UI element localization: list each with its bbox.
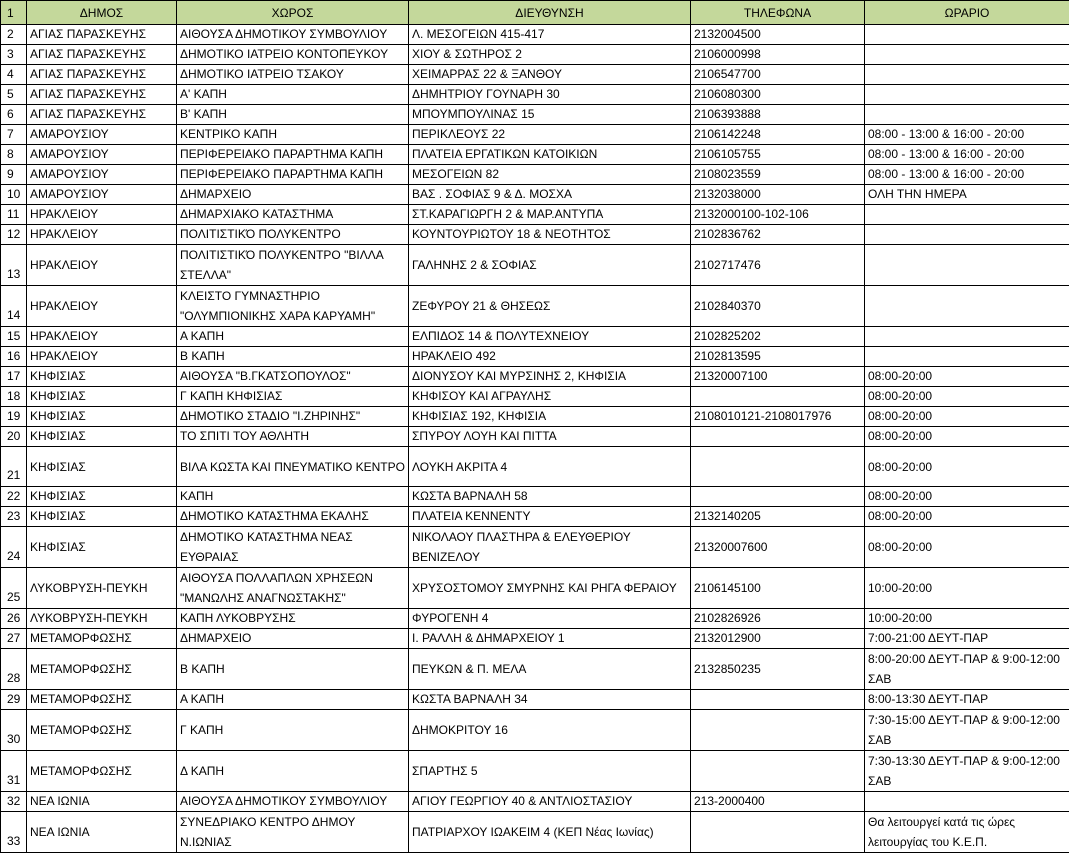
cell-xoros[interactable]: ΔΗΜΟΤΙΚΟ ΚΑΤΑΣΤΗΜΑ ΕΚΑΛΗΣ xyxy=(177,507,409,527)
cell-tilefona[interactable]: 2132140205 xyxy=(691,507,865,527)
cell-tilefona[interactable]: 2102836762 xyxy=(691,225,865,245)
cell-dimos[interactable]: ΜΕΤΑΜΟΡΦΩΣΗΣ xyxy=(27,629,177,649)
cell-xoros[interactable]: ΔΗΜΑΡΧΕΙΟ xyxy=(177,185,409,205)
cell-dieythynsi[interactable]: ΣΤ.ΚΑΡΑΓΙΩΡΓΗ 2 & ΜΑΡ.ΑΝΤΥΠΑ xyxy=(409,205,691,225)
row-number[interactable]: 20 xyxy=(1,427,27,447)
cell-orario[interactable]: 10:00-20:00 xyxy=(865,568,1069,609)
table-row xyxy=(1,85,1069,105)
cell-orario[interactable]: 08:00-20:00 xyxy=(865,527,1069,568)
cell-xoros[interactable]: Β' ΚΑΠΗ xyxy=(177,105,409,125)
cell-xoros[interactable]: ΑΙΘΟΥΣΑ "Β.ΓΚΑΤΣΟΠΟΥΛΟΣ" xyxy=(177,367,409,387)
column-header-dieythynsi[interactable]: ΔΙΕΥΘΥΝΣΗ xyxy=(409,1,691,25)
table-row xyxy=(1,125,1069,145)
cell-orario[interactable]: 7:00-21:00 ΔΕΥΤ-ΠΑΡ xyxy=(865,629,1069,649)
cell-dimos[interactable]: ΚΗΦΙΣΙΑΣ xyxy=(27,387,177,407)
cell-dieythynsi[interactable]: ΧΡΥΣΟΣΤΟΜΟΥ ΣΜΥΡΝΗΣ ΚΑΙ ΡΗΓΑ ΦΕΡΑΙΟΥ xyxy=(409,568,691,609)
table-row xyxy=(1,690,1069,710)
cell-tilefona[interactable] xyxy=(691,710,865,751)
column-header-dimos[interactable]: ΔΗΜΟΣ xyxy=(27,1,177,25)
row-number[interactable]: 3 xyxy=(1,45,27,65)
cell-tilefona[interactable]: 213-2000400 xyxy=(691,792,865,812)
table-row xyxy=(1,25,1069,45)
cell-dimos[interactable]: ΜΕΤΑΜΟΡΦΩΣΗΣ xyxy=(27,690,177,710)
cell-tilefona[interactable]: 2106000998 xyxy=(691,45,865,65)
table-row xyxy=(1,812,1069,853)
cell-xoros[interactable]: Α ΚΑΠΗ xyxy=(177,327,409,347)
cell-dimos[interactable]: ΚΗΦΙΣΙΑΣ xyxy=(27,447,177,487)
row-number[interactable]: 9 xyxy=(1,165,27,185)
cell-xoros[interactable]: Γ ΚΑΠΗ xyxy=(177,710,409,751)
cell-xoros[interactable]: ΔΗΜΟΤΙΚΟ ΚΑΤΑΣΤΗΜΑ ΝΕΑΣ ΕΥΘΡΑΙΑΣ xyxy=(177,527,409,568)
row-number[interactable]: 23 xyxy=(1,507,27,527)
row-number[interactable]: 27 xyxy=(1,629,27,649)
cell-dimos[interactable]: ΑΜΑΡΟΥΣΙΟΥ xyxy=(27,165,177,185)
cell-dieythynsi[interactable]: ΔΙΟΝΥΣΟΥ ΚΑΙ ΜΥΡΣΙΝΗΣ 2, ΚΗΦΙΣΙΑ xyxy=(409,367,691,387)
cell-xoros[interactable]: ΑΙΘΟΥΣΑ ΔΗΜΟΤΙΚΟΥ ΣΥΜΒΟΥΛΙΟΥ xyxy=(177,792,409,812)
cell-tilefona[interactable]: 2106105755 xyxy=(691,145,865,165)
cell-tilefona[interactable] xyxy=(691,387,865,407)
cell-dieythynsi[interactable]: ΣΠΥΡΟΥ ΛΟΥΗ ΚΑΙ ΠΙΤΤΑ xyxy=(409,427,691,447)
cell-dimos[interactable]: ΜΕΤΑΜΟΡΦΩΣΗΣ xyxy=(27,751,177,792)
cell-orario[interactable]: 08:00-20:00 xyxy=(865,407,1069,427)
cell-dimos[interactable]: ΗΡΑΚΛΕΙΟΥ xyxy=(27,205,177,225)
cell-tilefona[interactable]: 2132000100-102-106 xyxy=(691,205,865,225)
cell-xoros[interactable]: Β ΚΑΠΗ xyxy=(177,347,409,367)
cell-tilefona[interactable] xyxy=(691,447,865,487)
row-number[interactable]: 28 xyxy=(1,649,27,690)
cell-orario[interactable]: 08:00-20:00 xyxy=(865,487,1069,507)
cell-tilefona[interactable]: 2132004500 xyxy=(691,25,865,45)
cell-dimos[interactable]: ΑΓΙΑΣ ΠΑΡΑΣΚΕΥΗΣ xyxy=(27,105,177,125)
row-number[interactable]: 14 xyxy=(1,286,27,327)
cell-dimos[interactable]: ΚΗΦΙΣΙΑΣ xyxy=(27,487,177,507)
cell-dieythynsi[interactable]: ΕΛΠΙΔΟΣ 14 & ΠΟΛΥΤΕΧΝΕΙΟΥ xyxy=(409,327,691,347)
cell-xoros[interactable]: ΚΛΕΙΣΤΟ ΓΥΜΝΑΣΤΗΡΙΟ "ΟΛΥΜΠΙΟΝΙΚΗΣ ΧΑΡΑ ΚΑΡΥΑΜΗ" xyxy=(177,286,409,327)
cell-dieythynsi[interactable]: ΑΓΙΟΥ ΓΕΩΡΓΙΟΥ 40 & ΑΝΤΛΙΟΣΤΑΣΙΟΥ xyxy=(409,792,691,812)
cell-dieythynsi[interactable]: ΔΗΜΟΚΡΙΤΟΥ 16 xyxy=(409,710,691,751)
table-row xyxy=(1,327,1069,347)
table-row xyxy=(1,609,1069,629)
cell-xoros[interactable]: ΚΕΝΤΡΙΚΟ ΚΑΠΗ xyxy=(177,125,409,145)
row-number[interactable]: 22 xyxy=(1,487,27,507)
table-row xyxy=(1,105,1069,125)
cell-dieythynsi[interactable]: ΚΗΦΙΣΟΥ ΚΑΙ ΑΓΡΑΥΛΗΣ xyxy=(409,387,691,407)
row-number[interactable]: 8 xyxy=(1,145,27,165)
cell-dieythynsi[interactable]: ΧΕΙΜΑΡΡΑΣ 22 & ΞΑΝΘΟΥ xyxy=(409,65,691,85)
cell-orario[interactable]: 08:00-20:00 xyxy=(865,447,1069,487)
table-row xyxy=(1,649,1069,690)
cell-dieythynsi[interactable]: ΔΗΜΗΤΡΙΟΥ ΓΟΥΝΑΡΗ 30 xyxy=(409,85,691,105)
cell-dimos[interactable]: ΚΗΦΙΣΙΑΣ xyxy=(27,367,177,387)
row-number[interactable]: 10 xyxy=(1,185,27,205)
cell-orario[interactable]: 10:00-20:00 xyxy=(865,609,1069,629)
row-number[interactable]: 29 xyxy=(1,690,27,710)
cell-orario[interactable]: 8:00-13:30 ΔΕΥΤ-ΠΑΡ xyxy=(865,690,1069,710)
column-header-tilefona[interactable]: ΤΗΛΕΦΩΝΑ xyxy=(691,1,865,25)
column-header-xoros[interactable]: ΧΩΡΟΣ xyxy=(177,1,409,25)
cell-dimos[interactable]: ΗΡΑΚΛΕΙΟΥ xyxy=(27,286,177,327)
cell-dimos[interactable]: ΝΕΑ ΙΩΝΙΑ xyxy=(27,812,177,853)
cell-tilefona[interactable]: 2106145100 xyxy=(691,568,865,609)
table-row xyxy=(1,710,1069,751)
cell-dieythynsi[interactable]: ΛΟΥΚΗ ΑΚΡΙΤΑ 4 xyxy=(409,447,691,487)
row-number[interactable]: 32 xyxy=(1,792,27,812)
header-row xyxy=(1,1,1069,25)
cell-dieythynsi[interactable]: ΜΠΟΥΜΠΟΥΛΙΝΑΣ 15 xyxy=(409,105,691,125)
table-row xyxy=(1,507,1069,527)
cell-xoros[interactable]: ΠΕΡΙΦΕΡΕΙΑΚΟ ΠΑΡΑΡΤΗΜΑ ΚΑΠΗ xyxy=(177,165,409,185)
row-number[interactable]: 31 xyxy=(1,751,27,792)
cell-orario[interactable]: 8:00-20:00 ΔΕΥΤ-ΠΑΡ & 9:00-12:00 ΣΑΒ xyxy=(865,649,1069,690)
cell-tilefona[interactable]: 2106080300 xyxy=(691,85,865,105)
cell-dimos[interactable]: ΝΕΑ ΙΩΝΙΑ xyxy=(27,792,177,812)
cell-dimos[interactable]: ΚΗΦΙΣΙΑΣ xyxy=(27,507,177,527)
cell-xoros[interactable]: Β ΚΑΠΗ xyxy=(177,649,409,690)
table-row xyxy=(1,568,1069,609)
cell-tilefona[interactable]: 2108023559 xyxy=(691,165,865,185)
cell-orario[interactable] xyxy=(865,85,1069,105)
table-row xyxy=(1,751,1069,792)
cell-tilefona[interactable]: 2132038000 xyxy=(691,185,865,205)
cell-xoros[interactable]: ΤΟ ΣΠΙΤΙ ΤΟΥ ΑΘΛΗΤΗ xyxy=(177,427,409,447)
cell-dimos[interactable]: ΗΡΑΚΛΕΙΟΥ xyxy=(27,327,177,347)
table-row xyxy=(1,447,1069,487)
cell-dieythynsi[interactable]: ΣΠΑΡΤΗΣ 5 xyxy=(409,751,691,792)
cell-tilefona[interactable]: 2132850235 xyxy=(691,649,865,690)
cell-tilefona[interactable]: 2106547700 xyxy=(691,65,865,85)
cell-xoros[interactable]: ΣΥΝΕΔΡΙΑΚΟ ΚΕΝΤΡΟ ΔΗΜΟΥ Ν.ΙΩΝΙΑΣ xyxy=(177,812,409,853)
row-number[interactable]: 6 xyxy=(1,105,27,125)
column-header-orario[interactable]: ΩΡΑΡΙΟ xyxy=(865,1,1069,25)
cell-xoros[interactable]: ΒΙΛΑ ΚΩΣΤΑ ΚΑΙ ΠΝΕΥΜΑΤΙΚΟ ΚΕΝΤΡΟ xyxy=(177,447,409,487)
cell-xoros[interactable]: ΠΕΡΙΦΕΡΕΙΑΚΟ ΠΑΡΑΡΤΗΜΑ ΚΑΠΗ xyxy=(177,145,409,165)
table-row xyxy=(1,205,1069,225)
cell-dieythynsi[interactable]: ΚΩΣΤΑ ΒΑΡΝΑΛΗ 34 xyxy=(409,690,691,710)
row-number[interactable]: 24 xyxy=(1,527,27,568)
cell-xoros[interactable]: Γ ΚΑΠΗ ΚΗΦΙΣΙΑΣ xyxy=(177,387,409,407)
cell-xoros[interactable]: ΔΗΜΟΤΙΚΟ ΙΑΤΡΕΙΟ ΤΣΑΚΟΥ xyxy=(177,65,409,85)
table-row xyxy=(1,245,1069,286)
cell-orario[interactable] xyxy=(865,792,1069,812)
cell-dieythynsi[interactable]: ΖΕΦΥΡΟΥ 21 & ΘΗΣΕΩΣ xyxy=(409,286,691,327)
cell-tilefona[interactable]: 2102717476 xyxy=(691,245,865,286)
cell-xoros[interactable]: Δ ΚΑΠΗ xyxy=(177,751,409,792)
row-number[interactable]: 21 xyxy=(1,447,27,487)
cell-xoros[interactable]: ΔΗΜΟΤΙΚΟ ΣΤΑΔΙΟ "Ι.ΖΗΡΙΝΗΣ" xyxy=(177,407,409,427)
cell-orario[interactable]: 08:00 - 13:00 & 16:00 - 20:00 xyxy=(865,165,1069,185)
cell-orario[interactable]: 08:00 - 13:00 & 16:00 - 20:00 xyxy=(865,125,1069,145)
table-row xyxy=(1,45,1069,65)
cell-orario[interactable] xyxy=(865,286,1069,327)
table-row xyxy=(1,527,1069,568)
cell-xoros[interactable]: ΠΟΛΙΤΙΣΤΙΚΌ ΠΟΛΥΚΕΝΤΡΟ "ΒΙΛΛΑ ΣΤΕΛΛΑ" xyxy=(177,245,409,286)
table-row xyxy=(1,487,1069,507)
row-number[interactable]: 2 xyxy=(1,25,27,45)
cell-tilefona[interactable]: 2102840370 xyxy=(691,286,865,327)
row-number[interactable]: 19 xyxy=(1,407,27,427)
cell-tilefona[interactable] xyxy=(691,487,865,507)
cell-dieythynsi[interactable]: ΗΡΑΚΛΕΙΟ 492 xyxy=(409,347,691,367)
cell-dieythynsi[interactable]: ΓΑΛΗΝΗΣ 2 & ΣΟΦΙΑΣ xyxy=(409,245,691,286)
row-number[interactable]: 16 xyxy=(1,347,27,367)
table-row xyxy=(1,225,1069,245)
cell-dimos[interactable]: ΚΗΦΙΣΙΑΣ xyxy=(27,427,177,447)
cell-xoros[interactable]: Α' ΚΑΠΗ xyxy=(177,85,409,105)
row-number[interactable]: 13 xyxy=(1,245,27,286)
cell-orario[interactable]: 08:00-20:00 xyxy=(865,427,1069,447)
row-number[interactable]: 5 xyxy=(1,85,27,105)
cell-orario[interactable] xyxy=(865,327,1069,347)
table-body xyxy=(1,1,1069,853)
cell-xoros[interactable]: Α ΚΑΠΗ xyxy=(177,690,409,710)
cell-orario[interactable] xyxy=(865,105,1069,125)
row-number[interactable]: 1 xyxy=(1,1,27,25)
row-number[interactable]: 33 xyxy=(1,812,27,853)
cell-tilefona[interactable] xyxy=(691,690,865,710)
cell-dieythynsi[interactable]: Ι. ΡΑΛΛΗ & ΔΗΜΑΡΧΕΙΟΥ 1 xyxy=(409,629,691,649)
cell-dimos[interactable]: ΜΕΤΑΜΟΡΦΩΣΗΣ xyxy=(27,649,177,690)
cell-dieythynsi[interactable]: ΚΟΥΝΤΟΥΡΙΩΤΟΥ 18 & ΝΕΟΤΗΤΟΣ xyxy=(409,225,691,245)
row-number[interactable]: 26 xyxy=(1,609,27,629)
cell-orario[interactable] xyxy=(865,65,1069,85)
cell-tilefona[interactable] xyxy=(691,427,865,447)
cell-orario[interactable]: 08:00-20:00 xyxy=(865,367,1069,387)
cell-dimos[interactable]: ΑΜΑΡΟΥΣΙΟΥ xyxy=(27,145,177,165)
cell-orario[interactable]: 08:00-20:00 xyxy=(865,507,1069,527)
cell-dieythynsi[interactable]: ΝΙΚΟΛΑΟΥ ΠΛΑΣΤΗΡΑ & ΕΛΕΥΘΕΡΙΟΥ ΒΕΝΙΖΕΛΟΥ xyxy=(409,527,691,568)
cell-tilefona[interactable]: 2132012900 xyxy=(691,629,865,649)
cell-dimos[interactable]: ΑΓΙΑΣ ΠΑΡΑΣΚΕΥΗΣ xyxy=(27,25,177,45)
cell-orario[interactable] xyxy=(865,245,1069,286)
cell-dieythynsi[interactable]: ΚΗΦΙΣΙΑΣ 192, ΚΗΦΙΣΙΑ xyxy=(409,407,691,427)
cell-xoros[interactable]: ΔΗΜΑΡΧΕΙΟ xyxy=(177,629,409,649)
row-number[interactable]: 7 xyxy=(1,125,27,145)
row-number[interactable]: 25 xyxy=(1,568,27,609)
cell-dimos[interactable]: ΗΡΑΚΛΕΙΟΥ xyxy=(27,225,177,245)
cell-orario[interactable]: ΟΛΗ ΤΗΝ ΗΜΕΡΑ xyxy=(865,185,1069,205)
cell-dieythynsi[interactable]: ΠΛΑΤΕΙΑ ΕΡΓΑΤΙΚΩΝ ΚΑΤΟΙΚΙΩΝ xyxy=(409,145,691,165)
table-row xyxy=(1,792,1069,812)
cell-orario[interactable] xyxy=(865,347,1069,367)
cell-dimos[interactable]: ΑΜΑΡΟΥΣΙΟΥ xyxy=(27,185,177,205)
table-row xyxy=(1,165,1069,185)
cell-xoros[interactable]: ΚΑΠΗ xyxy=(177,487,409,507)
cell-tilefona[interactable]: 2102826926 xyxy=(691,609,865,629)
cell-orario[interactable] xyxy=(865,25,1069,45)
cell-xoros[interactable]: ΔΗΜΑΡΧΙΑΚΟ ΚΑΤΑΣΤΗΜΑ xyxy=(177,205,409,225)
cell-dieythynsi[interactable]: ΠΑΤΡΙΑΡΧΟΥ ΙΩΑΚΕΙΜ 4 (ΚΕΠ Νέας Ιωνίας) xyxy=(409,812,691,853)
cell-dimos[interactable]: ΜΕΤΑΜΟΡΦΩΣΗΣ xyxy=(27,710,177,751)
cell-dimos[interactable]: ΚΗΦΙΣΙΑΣ xyxy=(27,527,177,568)
table-row xyxy=(1,367,1069,387)
cell-dimos[interactable]: ΑΓΙΑΣ ΠΑΡΑΣΚΕΥΗΣ xyxy=(27,45,177,65)
cell-orario[interactable]: 08:00 - 13:00 & 16:00 - 20:00 xyxy=(865,145,1069,165)
row-number[interactable]: 30 xyxy=(1,710,27,751)
cell-dieythynsi[interactable]: ΠΕΡΙΚΛΕΟΥΣ 22 xyxy=(409,125,691,145)
cell-orario[interactable]: 7:30-15:00 ΔΕΥΤ-ΠΑΡ & 9:00-12:00 ΣΑΒ xyxy=(865,710,1069,751)
cell-tilefona[interactable]: 2108010121-2108017976 xyxy=(691,407,865,427)
cell-dimos[interactable]: ΑΓΙΑΣ ΠΑΡΑΣΚΕΥΗΣ xyxy=(27,85,177,105)
table-row xyxy=(1,65,1069,85)
cell-xoros[interactable]: ΑΙΘΟΥΣΑ ΠΟΛΛΑΠΛΩΝ ΧΡΗΣΕΩΝ "ΜΑΝΩΛΗΣ ΑΝΑΓΝΩΣΤΑΚΗΣ" xyxy=(177,568,409,609)
table-row xyxy=(1,145,1069,165)
table-row xyxy=(1,286,1069,327)
cell-tilefona[interactable]: 2106142248 xyxy=(691,125,865,145)
cell-orario[interactable] xyxy=(865,205,1069,225)
cell-dieythynsi[interactable]: ΚΩΣΤΑ ΒΑΡΝΑΛΗ 58 xyxy=(409,487,691,507)
cell-tilefona[interactable]: 21320007100 xyxy=(691,367,865,387)
cell-dieythynsi[interactable]: ΠΕΥΚΩΝ & Π. ΜΕΛΑ xyxy=(409,649,691,690)
cell-dieythynsi[interactable]: ΜΕΣΟΓΕΙΩΝ 82 xyxy=(409,165,691,185)
cell-dimos[interactable]: ΗΡΑΚΛΕΙΟΥ xyxy=(27,347,177,367)
cell-dimos[interactable]: ΗΡΑΚΛΕΙΟΥ xyxy=(27,245,177,286)
cell-orario[interactable]: 7:30-13:30 ΔΕΥΤ-ΠΑΡ & 9:00-12:00 ΣΑΒ xyxy=(865,751,1069,792)
cell-orario[interactable] xyxy=(865,225,1069,245)
cell-orario[interactable]: 08:00-20:00 xyxy=(865,387,1069,407)
row-number[interactable]: 18 xyxy=(1,387,27,407)
cell-tilefona[interactable]: 21320007600 xyxy=(691,527,865,568)
cell-tilefona[interactable]: 2102825202 xyxy=(691,327,865,347)
cell-dimos[interactable]: ΚΗΦΙΣΙΑΣ xyxy=(27,407,177,427)
table-row xyxy=(1,427,1069,447)
cell-dieythynsi[interactable]: ΦΥΡΟΓΕΝΗ 4 xyxy=(409,609,691,629)
row-number[interactable]: 17 xyxy=(1,367,27,387)
cell-dimos[interactable]: ΛΥΚΟΒΡΥΣΗ-ΠΕΥΚΗ xyxy=(27,568,177,609)
row-number[interactable]: 15 xyxy=(1,327,27,347)
table-row xyxy=(1,629,1069,649)
cell-orario[interactable] xyxy=(865,45,1069,65)
cell-dimos[interactable]: ΑΓΙΑΣ ΠΑΡΑΣΚΕΥΗΣ xyxy=(27,65,177,85)
cell-dieythynsi[interactable]: ΒΑΣ . ΣΟΦΙΑΣ 9 & Δ. ΜΟΣΧΑ xyxy=(409,185,691,205)
cell-xoros[interactable]: ΑΙΘΟΥΣΑ ΔΗΜΟΤΙΚΟΥ ΣΥΜΒΟΥΛΙΟΥ xyxy=(177,25,409,45)
cell-tilefona[interactable] xyxy=(691,751,865,792)
cell-dieythynsi[interactable]: ΧΙΟΥ & ΣΩΤΗΡΟΣ 2 xyxy=(409,45,691,65)
table-row xyxy=(1,347,1069,367)
row-number[interactable]: 11 xyxy=(1,205,27,225)
cell-dimos[interactable]: ΛΥΚΟΒΡΥΣΗ-ΠΕΥΚΗ xyxy=(27,609,177,629)
table-row xyxy=(1,387,1069,407)
cell-tilefona[interactable]: 2102813595 xyxy=(691,347,865,367)
cell-xoros[interactable]: ΠΟΛΙΤΙΣΤΙΚΌ ΠΟΛΥΚΕΝΤΡΟ xyxy=(177,225,409,245)
cell-xoros[interactable]: ΔΗΜΟΤΙΚΟ ΙΑΤΡΕΙΟ ΚΟΝΤΟΠΕΥΚΟΥ xyxy=(177,45,409,65)
cell-xoros[interactable]: ΚΑΠΗ ΛΥΚΟΒΡΥΣΗΣ xyxy=(177,609,409,629)
row-number[interactable]: 12 xyxy=(1,225,27,245)
table-row xyxy=(1,185,1069,205)
cell-dieythynsi[interactable]: ΠΛΑΤΕΙΑ ΚΕΝΝΕΝΤΥ xyxy=(409,507,691,527)
row-number[interactable]: 4 xyxy=(1,65,27,85)
cell-orario[interactable]: Θα λειτουργεί κατά τις ώρες λειτουργίας του Κ.Ε.Π. xyxy=(865,812,1069,853)
cell-dieythynsi[interactable]: Λ. ΜΕΣΟΓΕΙΩΝ 415-417 xyxy=(409,25,691,45)
cell-tilefona[interactable] xyxy=(691,812,865,853)
table-row xyxy=(1,407,1069,427)
cell-tilefona[interactable]: 2106393888 xyxy=(691,105,865,125)
cell-dimos[interactable]: ΑΜΑΡΟΥΣΙΟΥ xyxy=(27,125,177,145)
